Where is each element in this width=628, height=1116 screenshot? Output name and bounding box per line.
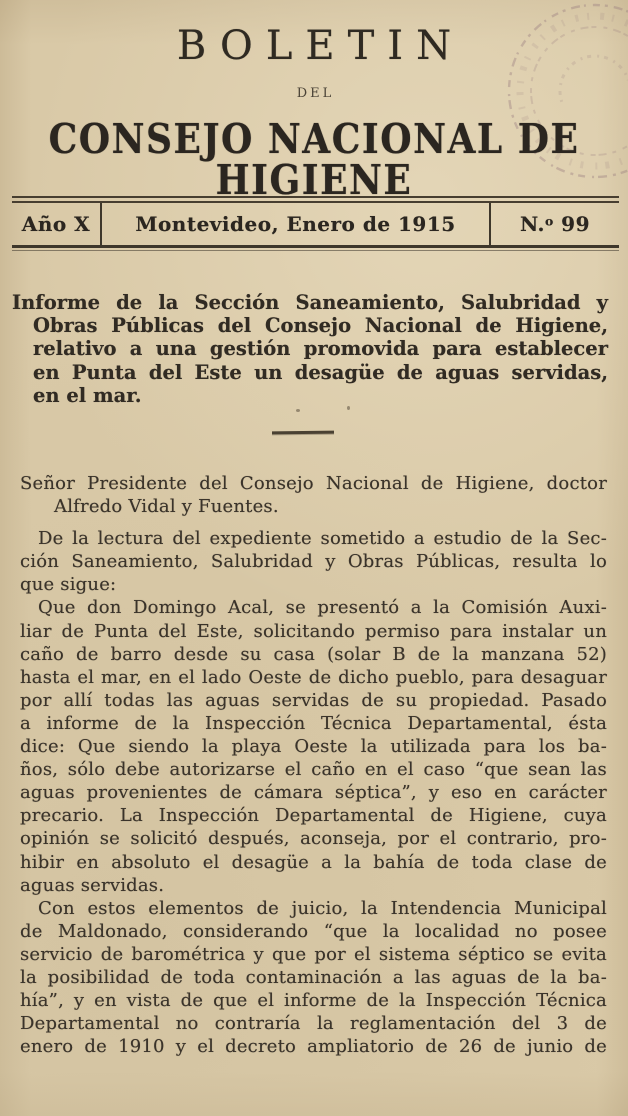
- double-rule-top: [12, 196, 619, 203]
- issue-number-prefix: N.: [519, 212, 545, 236]
- heading-line: en Punta del Este un desagüe de aguas servidas,: [33, 360, 608, 384]
- heading-line: Obras Públicas del Consejo Nacional de Higiene,: [33, 314, 608, 338]
- masthead: [0, 0, 628, 205]
- text-line: Departamental no contraría la reglamentación del 3 de: [20, 1013, 607, 1035]
- text-line: dice: Que siendo la playa Oeste la utilizada para los ba-: [20, 736, 607, 758]
- issue-bar: [12, 196, 619, 251]
- organization-name: CONSEJO NACIONAL DE HIGIENE: [48, 115, 580, 205]
- rule-bottom: [12, 245, 619, 251]
- text-line: hasta el mar, en el lado Oeste de dicho pueblo, para desaguar: [20, 666, 607, 688]
- article-heading: [12, 291, 608, 407]
- text-line: de Maldonado, considerando “que la localidad no posee: [20, 920, 607, 942]
- text-line: Con estos elementos de juicio, la Intendencia Municipal: [38, 897, 607, 919]
- issue-place-date: Montevideo, Enero de 1915: [100, 203, 491, 245]
- text-line: De la lectura del expediente sometido a estudio de la Sec-: [38, 528, 607, 550]
- text-line: enero de 1910 y el decreto ampliatorio de 26 de junio de: [20, 1036, 607, 1058]
- issue-number-value: 99: [561, 212, 591, 236]
- text-line: aguas servidas.: [20, 874, 165, 896]
- text-line: hibir en absoluto el desagüe a la bahía de toda clase de: [20, 851, 607, 873]
- text-line: opinión se solicitó después, aconseja, por el contrario, pro-: [20, 828, 607, 850]
- text-line: la posibilidad de toda contaminación a las aguas de la ba-: [20, 966, 607, 988]
- ink-speck: [296, 409, 300, 412]
- text-line: hía”, y en vista de que el informe de la Inspección Técnica: [20, 990, 607, 1012]
- text-line: Que don Domingo Acal, se presentó a la Comisión Auxi-: [38, 597, 607, 619]
- text-line: aguas provenientes de cámara séptica”, y eso en carácter: [20, 782, 607, 804]
- paragraph-gap: [20, 518, 607, 527]
- section-divider-rule: [272, 431, 334, 435]
- text-line: servicio de barométrica y que por el sistema séptico se evita: [20, 943, 607, 965]
- text-line: por allí todas las aguas servidas de su propiedad. Pasado: [20, 689, 607, 711]
- issue-number-ordinal: o: [544, 213, 554, 229]
- bulletin-title: BOLETIN: [176, 23, 465, 69]
- text-line: precario. La Inspección Departamental de Higiene, cuya: [20, 805, 607, 827]
- issue-number: [491, 212, 619, 236]
- heading-line: relativo a una gestión promovida para establecer: [33, 337, 608, 361]
- text-line: caño de barro desde su casa (solar B de la manzana 52): [20, 643, 607, 665]
- heading-line: en el mar.: [33, 383, 142, 407]
- ink-speck: [347, 406, 350, 410]
- text-line: liar de Punta del Este, solicitando permiso para instalar un: [20, 620, 607, 642]
- text-line: a informe de la Inspección Técnica Departamental, ésta: [20, 712, 607, 734]
- text-line: ños, sólo debe autorizarse el caño en el caso “que sean las: [20, 759, 607, 781]
- text-line: ción Saneamiento, Salubridad y Obras Públicas, resulta lo: [20, 551, 607, 573]
- salutation-line: Alfredo Vidal y Fuentes.: [54, 496, 279, 518]
- issue-year: Año X: [21, 212, 91, 236]
- article-body: [20, 472, 607, 1058]
- heading-line: Informe de la Sección Saneamiento, Salubridad y: [12, 291, 608, 314]
- bulletin-subtitle: DEL: [296, 86, 335, 101]
- salutation-line: Señor Presidente del Consejo Nacional de Higiene, doctor: [20, 473, 607, 494]
- text-line: que sigue:: [20, 574, 117, 596]
